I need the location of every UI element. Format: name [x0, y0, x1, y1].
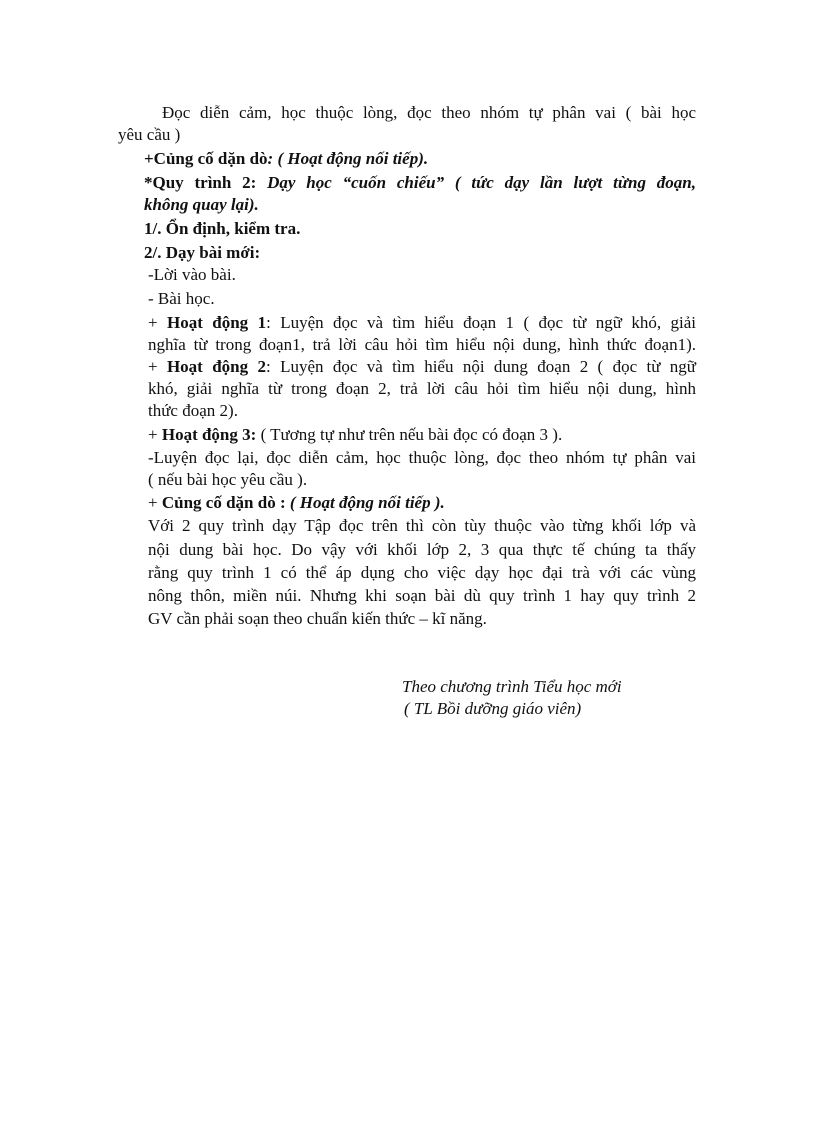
activity-1-label: Hoạt động 1: [166, 313, 267, 332]
para1-line2: yêu cầu ): [118, 125, 181, 144]
lesson-line: - Bài học.: [148, 289, 215, 308]
activity-2-line3: thức đoạn 2).: [148, 401, 238, 420]
activity-2-text: : Luyện đọc và tìm hiểu nội dung đoạn 2 ( đọc từ ngữ: [265, 357, 697, 376]
activity-2-label: Hoạt động 2: [166, 357, 266, 376]
activity-3-line: [148, 424, 562, 446]
procedure-2-line1: [144, 172, 696, 194]
activity-3-label: Hoạt động 3:: [161, 425, 257, 444]
source-line1: Theo chương trình Tiểu học mới: [402, 677, 622, 696]
activity-2-plus: +: [148, 357, 167, 376]
reread-line1: -Luyện đọc lại, đọc diễn cảm, học thuộc lòng, đọc theo nhóm tự phân vai: [148, 448, 696, 467]
consolidation-prefix: +Củng cố dặn dò: [144, 149, 268, 168]
procedure-2-title: Dạy học “cuốn chiếu” ( tức dạy lần lượt từng đoạn,: [267, 173, 696, 192]
activity-3-text: ( Tương tự như trên nếu bài đọc có đoạn 3 ).: [256, 425, 563, 444]
summary-line2: nội dung bài học. Do vậy với khối lớp 2, 3 qua thực tế chúng ta thấy: [148, 540, 696, 559]
activity-1-plus: +: [148, 313, 167, 332]
summary-line1: Với 2 quy trình dạy Tập đọc trên thì còn tùy thuộc vào từng khối lớp và: [148, 516, 696, 535]
summary-line4: nông thôn, miền núi. Nhưng khi soạn bài dù quy trình 1 hay quy trình 2: [148, 586, 696, 605]
activity-2-line2: khó, giải nghĩa từ trong đoạn 2, trả lời câu hỏi tìm hiểu nội dung, hình: [148, 379, 696, 398]
procedure-2-line2: không quay lại).: [144, 195, 259, 214]
consolidation-heading-2: [148, 492, 445, 514]
consolidation-2-bold: Củng cố dặn dò :: [161, 493, 290, 512]
consolidation-2-bolditalic: ( Hoạt động nối tiếp ).: [289, 493, 445, 512]
intro-line: -Lời vào bài.: [148, 265, 236, 284]
activity-1-line1: [148, 312, 696, 334]
summary-line3: rằng quy trình 1 có thể áp dụng cho việc dạy học đại trà với các vùng: [148, 563, 696, 582]
summary-line5: GV cần phải soạn theo chuẩn kiến thức – kĩ năng.: [148, 609, 487, 628]
consolidation-heading-1: [144, 148, 428, 170]
activity-3-plus: +: [148, 425, 162, 444]
activity-2-line1: [148, 356, 696, 378]
source-line2: ( TL Bồi dưỡng giáo viên): [404, 699, 582, 718]
consolidation-2-plus: +: [148, 493, 162, 512]
step-1: 1/. Ổn định, kiểm tra.: [144, 219, 301, 238]
consolidation-italic: : ( Hoạt động nối tiếp).: [267, 149, 429, 168]
para1-line1: Đọc diễn cảm, học thuộc lòng, đọc theo nhóm tự phân vai ( bài học: [162, 103, 696, 122]
procedure-2-prefix: *Quy trình 2:: [144, 173, 268, 192]
step-2: 2/. Dạy bài mới:: [144, 243, 261, 262]
activity-1-text: : Luyện đọc và tìm hiểu đoạn 1 ( đọc từ ngữ khó, giải: [266, 313, 697, 332]
reread-line2: ( nếu bài học yêu cầu ).: [148, 470, 308, 489]
activity-1-line2: nghĩa từ trong đoạn1, trả lời câu hỏi tìm hiểu nội dung, hình thức đoạn1).: [148, 335, 696, 354]
